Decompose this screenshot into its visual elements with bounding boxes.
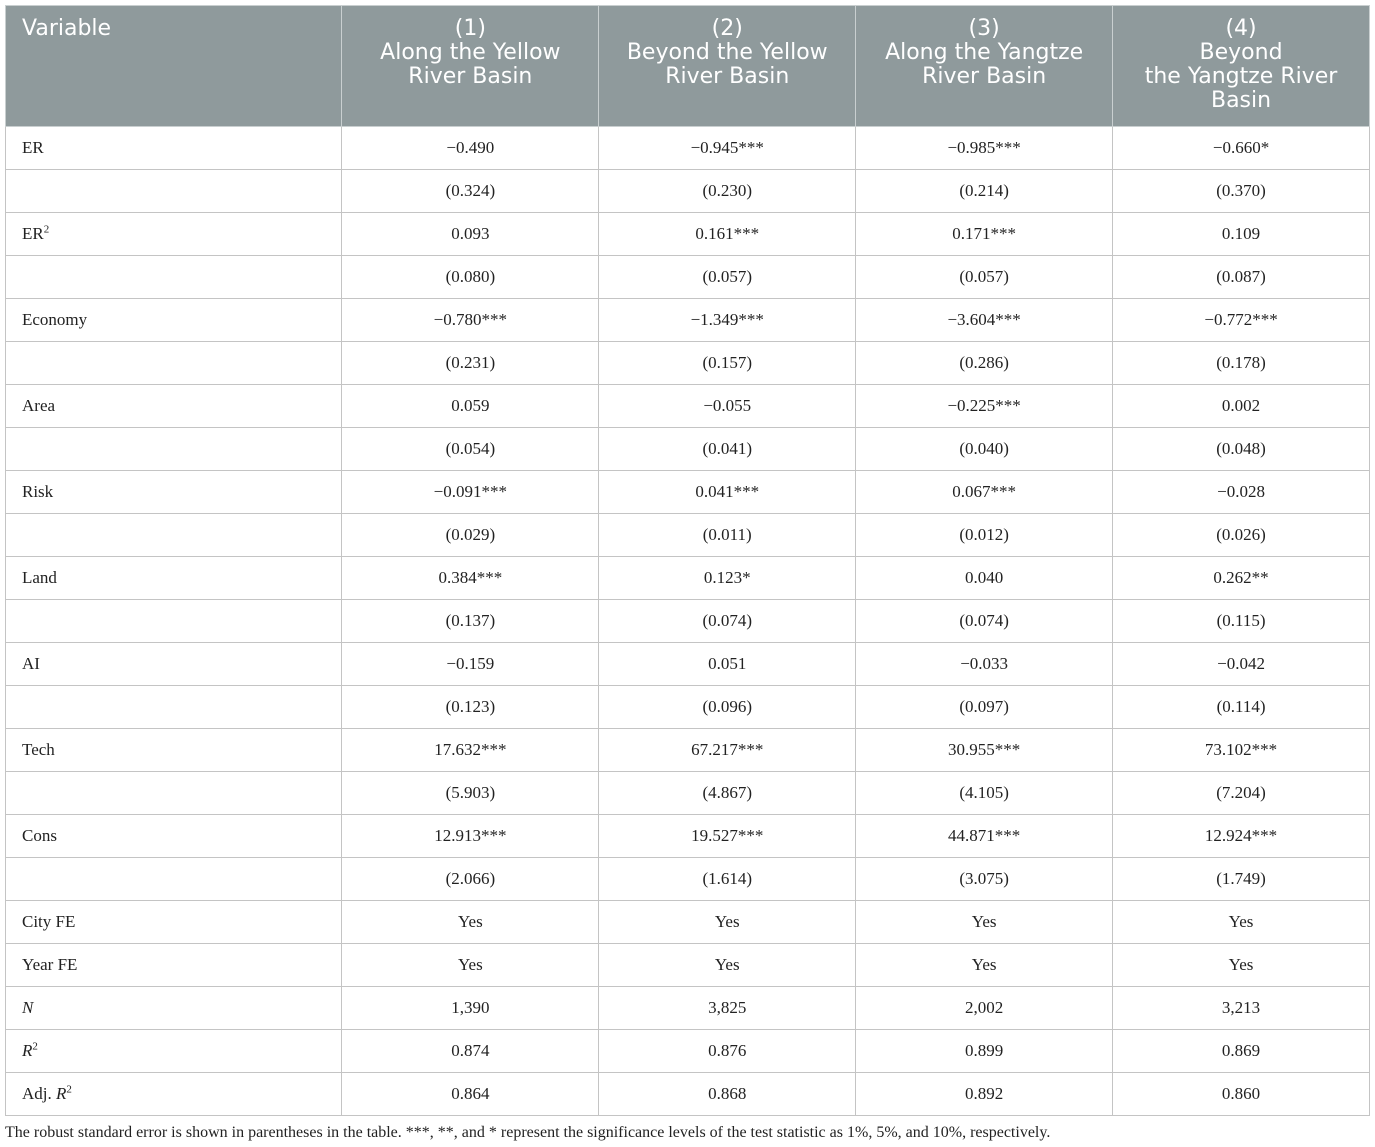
table-cell: 0.161*** (599, 213, 856, 256)
column-title-line: River Basin (922, 64, 1047, 89)
table-cell: Yes (1113, 944, 1370, 987)
table-cell: (1.749) (1113, 858, 1370, 901)
table-row (6, 815, 1370, 858)
table-cell: −0.660* (1113, 127, 1370, 170)
table-cell: Yes (599, 944, 856, 987)
superscript: 2 (43, 223, 50, 236)
column-header-2 (599, 6, 856, 127)
table-cell: −0.772*** (1113, 299, 1370, 342)
table-cell: (0.230) (599, 170, 856, 213)
variable-symbol: AI (22, 654, 40, 673)
table-cell: (0.097) (856, 686, 1113, 729)
row-variable-name (6, 385, 342, 428)
row-variable-name (6, 858, 342, 901)
table-cell: (0.040) (856, 428, 1113, 471)
table-cell: 0.864 (342, 1073, 599, 1116)
row-variable-name (6, 428, 342, 471)
table-cell: 0.171*** (856, 213, 1113, 256)
table-row (6, 127, 1370, 170)
table-cell: −0.042 (1113, 643, 1370, 686)
row-variable-name (6, 1030, 342, 1073)
table-cell: 0.869 (1113, 1030, 1370, 1073)
row-variable-name (6, 557, 342, 600)
table-footnote: The robust standard error is shown in parentheses in the table. ***, **, and * represent the significance levels of the test statistic as 1%, 5%, and 10%, respectively. (5, 1124, 1051, 1141)
table-cell: (0.080) (342, 256, 599, 299)
table-cell: 0.109 (1113, 213, 1370, 256)
table-cell: 12.924*** (1113, 815, 1370, 858)
column-title-line: River Basin (408, 64, 533, 89)
table-cell: −0.055 (599, 385, 856, 428)
table-cell: (0.012) (856, 514, 1113, 557)
table-row (6, 385, 1370, 428)
row-variable-name (6, 643, 342, 686)
table-cell: −0.159 (342, 643, 599, 686)
table-cell: (0.214) (856, 170, 1113, 213)
column-number: (1) (454, 16, 486, 41)
table-cell: Yes (856, 901, 1113, 944)
column-title-line: River Basin (665, 64, 790, 89)
row-variable-name (6, 772, 342, 815)
table-row (6, 170, 1370, 213)
table-cell: (1.614) (599, 858, 856, 901)
table-cell: 0.262** (1113, 557, 1370, 600)
table-cell: 0.874 (342, 1030, 599, 1073)
table-cell: 0.067*** (856, 471, 1113, 514)
variable-symbol: N (22, 998, 34, 1017)
row-variable-name (6, 815, 342, 858)
table-row (6, 299, 1370, 342)
table-cell: (5.903) (342, 772, 599, 815)
table-cell: 0.093 (342, 213, 599, 256)
row-variable-name (6, 729, 342, 772)
table-cell: −0.780*** (342, 299, 599, 342)
variable-symbol: Economy (22, 310, 88, 329)
table-cell: 0.040 (856, 557, 1113, 600)
variable-symbol: Year FE (22, 955, 78, 974)
table-cell: (0.096) (599, 686, 856, 729)
table-cell: 0.051 (599, 643, 856, 686)
row-variable-name (6, 600, 342, 643)
column-number: (3) (968, 16, 1000, 41)
table-row (6, 643, 1370, 686)
table-cell: −0.028 (1113, 471, 1370, 514)
table-cell: (0.029) (342, 514, 599, 557)
variable-symbol: City FE (22, 912, 76, 931)
variable-symbol: Area (22, 396, 56, 415)
table-cell: (0.115) (1113, 600, 1370, 643)
table-row (6, 428, 1370, 471)
table-cell: Yes (342, 944, 599, 987)
table-row (6, 987, 1370, 1030)
table-cell: −0.225*** (856, 385, 1113, 428)
table-cell: (0.157) (599, 342, 856, 385)
table-cell: 0.002 (1113, 385, 1370, 428)
table-cell: 1,390 (342, 987, 599, 1030)
variable-prefix: Adj. (22, 1084, 56, 1103)
table-cell: −1.349*** (599, 299, 856, 342)
table-row (6, 944, 1370, 987)
table-row (6, 600, 1370, 643)
column-number: (4) (1225, 16, 1257, 41)
table-cell: Yes (856, 944, 1113, 987)
table-cell: (0.114) (1113, 686, 1370, 729)
column-header-3 (856, 6, 1113, 127)
table-row (6, 686, 1370, 729)
table-cell: (0.048) (1113, 428, 1370, 471)
column-title-line: Beyond the Yellow (626, 40, 828, 65)
table-cell: 67.217*** (599, 729, 856, 772)
table-cell: 0.860 (1113, 1073, 1370, 1116)
variable-symbol: Land (22, 568, 57, 587)
table-row (6, 514, 1370, 557)
table-row (6, 901, 1370, 944)
row-variable-name (6, 127, 342, 170)
column-title-line: Basin (1210, 88, 1272, 113)
table-cell: (0.041) (599, 428, 856, 471)
row-variable-name (6, 471, 342, 514)
superscript: 2 (66, 1083, 72, 1096)
row-variable-name (6, 514, 342, 557)
table-header (6, 6, 1370, 127)
table-cell: 0.059 (342, 385, 599, 428)
table-cell: (0.178) (1113, 342, 1370, 385)
table-row (6, 256, 1370, 299)
table-cell: −3.604*** (856, 299, 1113, 342)
table-cell: (0.054) (342, 428, 599, 471)
variable-symbol: R (56, 1084, 67, 1103)
table-row (6, 213, 1370, 256)
table-cell: 17.632*** (342, 729, 599, 772)
table-row (6, 772, 1370, 815)
row-variable-name (6, 686, 342, 729)
table-cell: (4.105) (856, 772, 1113, 815)
table-row (6, 471, 1370, 514)
header-row (6, 6, 1370, 127)
table-row (6, 1030, 1370, 1073)
column-title-line: the Yangtze River (1144, 64, 1338, 89)
table-cell: 0.041*** (599, 471, 856, 514)
row-variable-name (6, 1073, 342, 1116)
column-title-line: Along the Yangtze (885, 40, 1084, 65)
table-row (6, 858, 1370, 901)
table-cell: (0.057) (599, 256, 856, 299)
column-title-line: Beyond (1199, 40, 1283, 65)
table-cell: (4.867) (599, 772, 856, 815)
column-number: (2) (711, 16, 743, 41)
table-cell: 0.123* (599, 557, 856, 600)
table-cell: (0.087) (1113, 256, 1370, 299)
row-variable-name (6, 901, 342, 944)
column-header-4 (1113, 6, 1370, 127)
table-cell: (0.137) (342, 600, 599, 643)
table-cell: (0.057) (856, 256, 1113, 299)
table-cell: (0.286) (856, 342, 1113, 385)
table-cell: 2,002 (856, 987, 1113, 1030)
table-cell: −0.945*** (599, 127, 856, 170)
variable-symbol: Tech (22, 740, 55, 759)
table-cell: 0.876 (599, 1030, 856, 1073)
table-cell: 0.892 (856, 1073, 1113, 1116)
variable-symbol: Cons (22, 826, 57, 845)
table-cell: (0.074) (599, 600, 856, 643)
table-cell: Yes (1113, 901, 1370, 944)
variable-symbol: Risk (22, 482, 54, 501)
table-cell: (0.370) (1113, 170, 1370, 213)
regression-table (5, 5, 1370, 1116)
regression-table-container (5, 5, 1370, 1142)
variable-column-header: Variable (6, 6, 342, 127)
table-cell: (2.066) (342, 858, 599, 901)
table-row (6, 557, 1370, 600)
table-cell: 19.527*** (599, 815, 856, 858)
row-variable-name (6, 944, 342, 987)
table-body (6, 127, 1370, 1116)
table-cell: (0.026) (1113, 514, 1370, 557)
table-cell: 44.871*** (856, 815, 1113, 858)
table-row (6, 1073, 1370, 1116)
table-cell: (0.324) (342, 170, 599, 213)
table-cell: Yes (342, 901, 599, 944)
table-row (6, 342, 1370, 385)
table-cell: −0.985*** (856, 127, 1113, 170)
row-variable-name (6, 342, 342, 385)
row-variable-name (6, 987, 342, 1030)
table-cell: 73.102*** (1113, 729, 1370, 772)
table-cell: (0.011) (599, 514, 856, 557)
table-cell: 3,213 (1113, 987, 1370, 1030)
table-cell: 0.899 (856, 1030, 1113, 1073)
variable-symbol: R (22, 1041, 33, 1060)
table-cell: −0.033 (856, 643, 1113, 686)
table-row (6, 729, 1370, 772)
row-variable-name (6, 299, 342, 342)
table-cell: (7.204) (1113, 772, 1370, 815)
table-cell: −0.490 (342, 127, 599, 170)
table-cell: (0.074) (856, 600, 1113, 643)
table-cell: (3.075) (856, 858, 1113, 901)
column-title-line: Along the Yellow (380, 40, 561, 65)
table-cell: 3,825 (599, 987, 856, 1030)
variable-symbol: ER (22, 138, 44, 157)
column-header-1 (342, 6, 599, 127)
row-variable-name (6, 256, 342, 299)
superscript: 2 (32, 1040, 38, 1053)
table-cell: 30.955*** (856, 729, 1113, 772)
table-cell: 0.868 (599, 1073, 856, 1116)
row-variable-name (6, 170, 342, 213)
table-cell: 0.384*** (342, 557, 599, 600)
table-cell: 12.913*** (342, 815, 599, 858)
table-cell: −0.091*** (342, 471, 599, 514)
table-cell: (0.231) (342, 342, 599, 385)
variable-symbol: ER (22, 224, 44, 243)
table-cell: Yes (599, 901, 856, 944)
row-variable-name (6, 213, 342, 256)
table-cell: (0.123) (342, 686, 599, 729)
